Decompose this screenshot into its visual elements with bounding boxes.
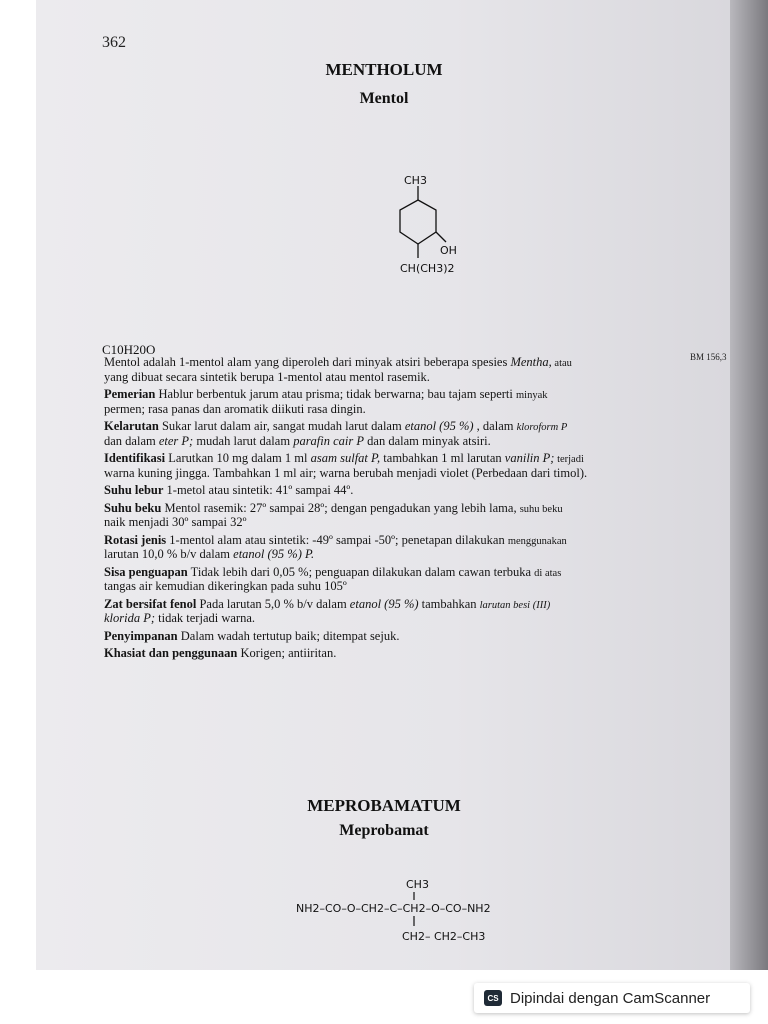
menthol-structure [380,168,490,298]
molecular-formula: C10H20O [102,342,156,357]
paragraph-zat-bersifat-fenol: Zat bersifat fenol Pada larutan 5,0 % b/v dalam etanol (95 %) tambahkan larutan besi (III) klorida P; tidak terjadi warna. [104,596,551,625]
paragraph-kelarutan: Kelarutan Sukar larut dalam air, sangat mudah larut dalam etanol (95 %) , dalam kloroform P dan dalam eter P; mudah larut dalam parafin cair P dan dalam minyak atsiri. [104,419,568,448]
monograph-subtitle-meprobamat: Meprobamat [339,822,429,839]
paragraph-suhu-beku: Suhu beku Mentol rasemik: 27º sampai 28º; dengan pengadukan yang lebih lama, suhu beku naik menjadi 30º sampai 32º [104,500,563,529]
paragraph-sisa-penguapan: Sisa penguapan Tidak lebih dari 0,05 %; penguapan dilakukan dalam cawan terbuka di atas tangas air kemudian dikeringkan pada suhu 105º [104,564,562,593]
paragraph-khasiat: Khasiat dan penggunaan Korigen; antiiritan. [104,646,337,660]
paragraph-suhu-lebur: Suhu lebur 1-metol atau sintetik: 41º sampai 44º. [104,483,354,497]
page-number: 362 [102,34,126,51]
paragraph-penyimpanan: Penyimpanan Dalam wadah tertutup baik; ditempat sejuk. [104,628,400,643]
menthol-isopropyl-label: CH(CH3)2 [400,262,455,275]
paragraph-rotasi-jenis: Rotasi jenis 1-mentol alam atau sintetik: -49º sampai -50º; penetapan dilakukan menggunakan larutan 10,0 % b/v dalam etanol (95 %) P. [104,532,567,561]
monograph-title-menthol: MENTHOLUM [325,60,443,79]
paragraph-identifikasi: Identifikasi Larutkan 10 mg dalam 1 ml asam sulfat P, tambahkan 1 ml larutan vanilin P; terjadi warna kuning jingga. Tambahkan 1 ml air; warna berubah menjadi violet (Perbedaan dari timol). [104,451,588,480]
molecular-weight: BM 156,3 [690,352,727,362]
meprobamat-ch3-label: CH3 [406,878,429,891]
watermark-text: Dipindai dengan CamScanner [510,989,711,1007]
monograph-title-meprobamat: MEPROBAMATUM [307,796,461,815]
camscanner-logo-icon: CS [484,990,502,1006]
camscanner-watermark [474,983,750,1013]
paragraph-pemerian: Pemerian Hablur berbentuk jarum atau prisma; tidak berwarna; bau tajam seperti minyak permen; rasa panas dan aromatik diikuti rasa dingin. [104,387,548,416]
meprobamat-propyl-label: CH2– CH2–CH3 [402,930,486,943]
monograph-subtitle-menthol: Mentol [359,90,409,107]
meprobamat-structure [290,868,550,958]
meprobamat-chain-label: NH2–CO–O–CH2–C–CH2–O–CO–NH2 [296,902,491,915]
paragraph-description: Mentol adalah 1-mentol alam yang diperoleh dari minyak atsiri beberapa spesies Mentha, atau yang dibuat secara sintetik berupa 1-mentol atau mentol rasemik. [104,355,572,384]
menthol-oh-label: OH [440,244,457,257]
menthol-ch3-label: CH3 [404,174,427,187]
menthol-monograph-text [104,356,732,665]
